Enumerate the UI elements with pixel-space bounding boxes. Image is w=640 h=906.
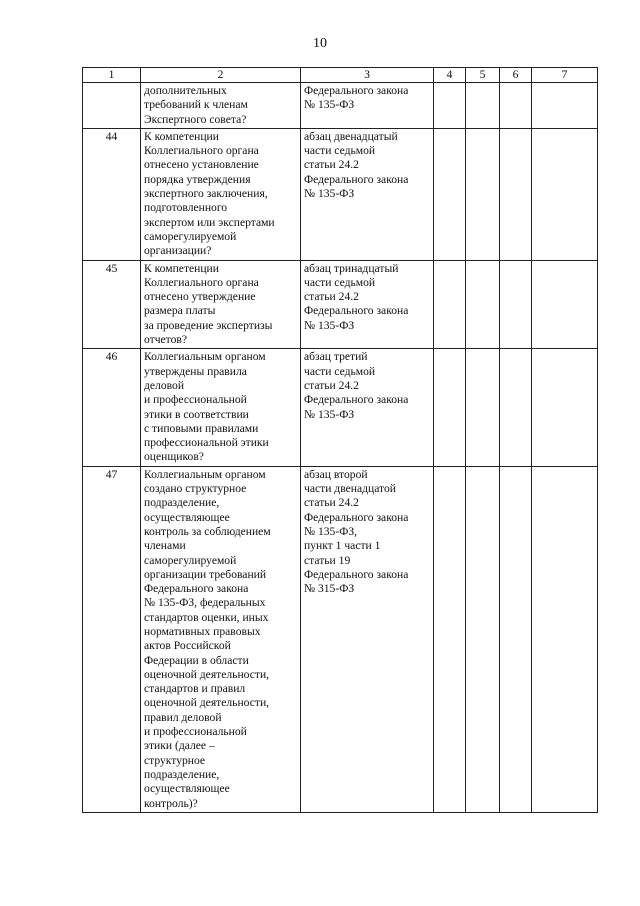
table-row bbox=[83, 466, 598, 812]
legal-basis-cell: абзац тринадцатый части седьмой статьи 24.2 Федерального закона № 135-ФЗ bbox=[301, 260, 434, 349]
column-header-7: 7 bbox=[532, 68, 598, 83]
note-cell bbox=[532, 349, 598, 466]
row-number: 44 bbox=[83, 128, 141, 260]
answer-no-cell bbox=[466, 466, 500, 812]
question-cell: Коллегиальным органом утверждены правила деловой и профессиональной этики в соответствии с типовыми правилами профессиональной этики оценщиков? bbox=[141, 349, 301, 466]
legal-basis-cell: Федерального закона № 135-ФЗ bbox=[301, 83, 434, 129]
question-cell: К компетенции Коллегиального органа отнесено установление порядка утверждения экспертного заключения, подготовленного экспертом или экспертами саморегулируемой организации? bbox=[141, 128, 301, 260]
note-cell bbox=[532, 466, 598, 812]
not-applicable-cell bbox=[500, 466, 532, 812]
answer-yes-cell bbox=[434, 466, 466, 812]
column-header-5: 5 bbox=[466, 68, 500, 83]
row-number: 46 bbox=[83, 349, 141, 466]
checklist-table bbox=[82, 67, 598, 813]
legal-basis-cell: абзац второй части двенадцатой статьи 24.2 Федерального закона № 135-ФЗ, пункт 1 части 1 статьи 19 Федерального закона № 315-ФЗ bbox=[301, 466, 434, 812]
answer-yes-cell bbox=[434, 128, 466, 260]
answer-no-cell bbox=[466, 128, 500, 260]
question-cell: Коллегиальным органом создано структурное подразделение, осуществляющее контроль за соблюдением членами саморегулируемой организации требований Федерального закона № 135-ФЗ, федеральных стандартов оценки, иных нормативных правовых актов Российской Федерации в области оценочной деятельности, стандартов и правил оценочной деятельности, правил деловой и профессиональной этики (далее – структурное подразделение, осуществляющее контроль)? bbox=[141, 466, 301, 812]
note-cell bbox=[532, 260, 598, 349]
question-cell: дополнительных требований к членам Экспертного совета? bbox=[141, 83, 301, 129]
legal-basis-cell: абзац третий части седьмой статьи 24.2 Федерального закона № 135-ФЗ bbox=[301, 349, 434, 466]
column-header-2: 2 bbox=[141, 68, 301, 83]
answer-no-cell bbox=[466, 349, 500, 466]
row-number: 45 bbox=[83, 260, 141, 349]
page-number: 10 bbox=[313, 36, 327, 51]
column-header-1: 1 bbox=[83, 68, 141, 83]
table-row bbox=[83, 349, 598, 466]
answer-yes-cell bbox=[434, 83, 466, 129]
legal-basis-cell: абзац двенадцатый части седьмой статьи 24.2 Федерального закона № 135-ФЗ bbox=[301, 128, 434, 260]
note-cell bbox=[532, 128, 598, 260]
table-row bbox=[83, 128, 598, 260]
answer-no-cell bbox=[466, 260, 500, 349]
column-header-3: 3 bbox=[301, 68, 434, 83]
row-number: 47 bbox=[83, 466, 141, 812]
answer-yes-cell bbox=[434, 260, 466, 349]
answer-yes-cell bbox=[434, 349, 466, 466]
column-header-6: 6 bbox=[500, 68, 532, 83]
row-number bbox=[83, 83, 141, 129]
not-applicable-cell bbox=[500, 260, 532, 349]
not-applicable-cell bbox=[500, 349, 532, 466]
header-row bbox=[83, 68, 598, 83]
not-applicable-cell bbox=[500, 83, 532, 129]
answer-no-cell bbox=[466, 83, 500, 129]
column-header-4: 4 bbox=[434, 68, 466, 83]
note-cell bbox=[532, 83, 598, 129]
question-cell: К компетенции Коллегиального органа отнесено утверждение размера платы за проведение экспертизы отчетов? bbox=[141, 260, 301, 349]
table-row bbox=[83, 83, 598, 129]
table-row bbox=[83, 260, 598, 349]
not-applicable-cell bbox=[500, 128, 532, 260]
